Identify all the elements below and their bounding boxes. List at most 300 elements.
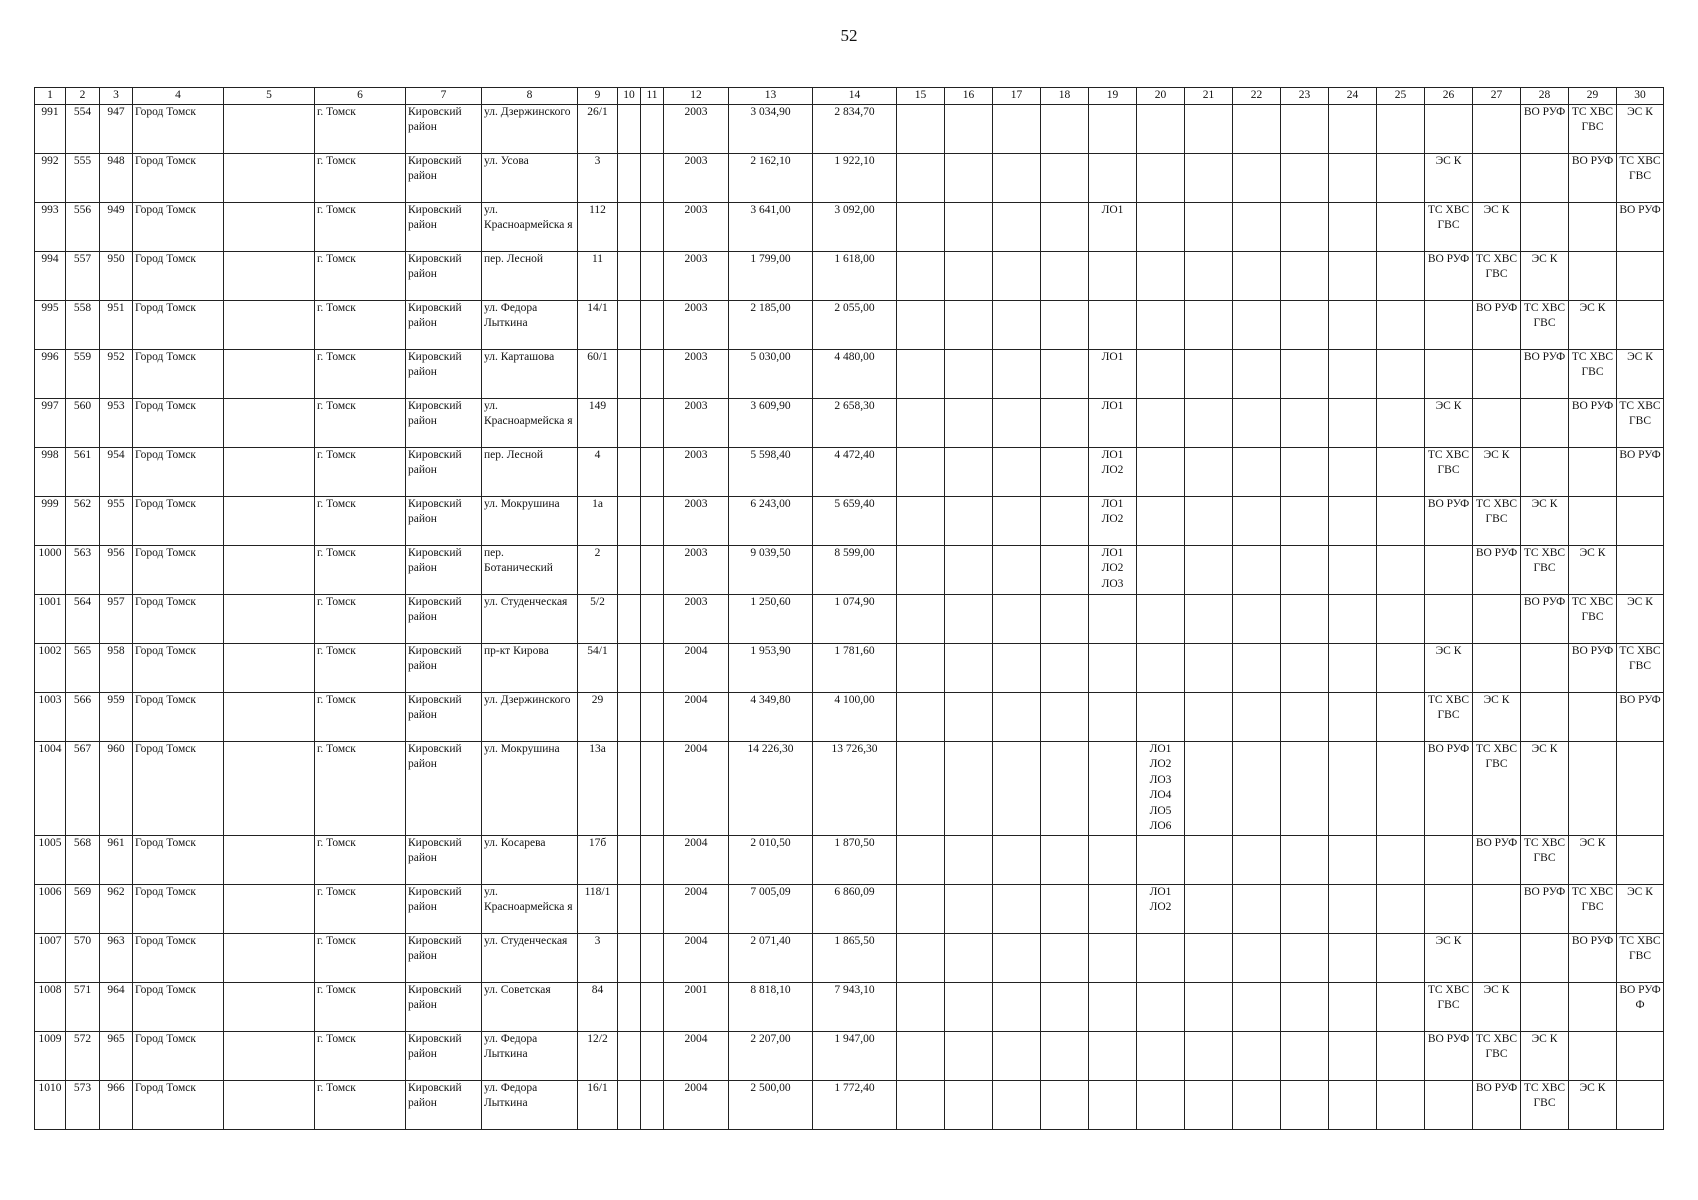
cell-col-28: ЭС К [1521, 496, 1569, 545]
cell-col-19 [1089, 884, 1137, 933]
cell-col-10 [618, 251, 641, 300]
cell-col-27: ВО РУФ [1473, 835, 1521, 884]
cell-col-24 [1329, 643, 1377, 692]
cell-col-25 [1377, 643, 1425, 692]
cell-col-20 [1137, 1080, 1185, 1129]
cell-col-23 [1281, 643, 1329, 692]
cell-col-21 [1185, 1031, 1233, 1080]
cell-col-15 [897, 741, 945, 835]
cell-col-16 [945, 1080, 993, 1129]
cell-col-23 [1281, 594, 1329, 643]
cell-col-16 [945, 202, 993, 251]
cell-col-26 [1425, 1080, 1473, 1129]
cell-col-22 [1233, 496, 1281, 545]
cell-col-25 [1377, 1031, 1425, 1080]
cell-col-17 [993, 692, 1041, 741]
cell-col-11 [641, 153, 664, 202]
cell-col-30 [1617, 1080, 1664, 1129]
cell-col-19 [1089, 692, 1137, 741]
cell-col-30 [1617, 1031, 1664, 1080]
cell-col-19: ЛО1 ЛО2 [1089, 447, 1137, 496]
cell-col-9: 12/2 [578, 1031, 618, 1080]
column-header-27: 27 [1473, 88, 1521, 105]
cell-col-11 [641, 982, 664, 1031]
cell-col-27: ТС ХВС ГВС [1473, 496, 1521, 545]
column-header-10: 10 [618, 88, 641, 105]
column-header-23: 23 [1281, 88, 1329, 105]
cell-col-15 [897, 153, 945, 202]
cell-col-19 [1089, 300, 1137, 349]
cell-col-7: Кировский район [406, 692, 482, 741]
column-header-20: 20 [1137, 88, 1185, 105]
cell-col-21 [1185, 982, 1233, 1031]
cell-col-5 [224, 692, 315, 741]
cell-col-25 [1377, 692, 1425, 741]
cell-col-27: ВО РУФ [1473, 545, 1521, 594]
cell-col-18 [1041, 202, 1089, 251]
column-header-2: 2 [66, 88, 100, 105]
cell-col-29: ВО РУФ [1569, 933, 1617, 982]
cell-col-25 [1377, 545, 1425, 594]
cell-col-1: 1004 [35, 741, 66, 835]
cell-col-15 [897, 251, 945, 300]
cell-col-10 [618, 1080, 641, 1129]
column-header-17: 17 [993, 88, 1041, 105]
cell-col-6: г. Томск [315, 496, 406, 545]
column-header-28: 28 [1521, 88, 1569, 105]
cell-col-22 [1233, 692, 1281, 741]
cell-col-8: ул. Косарева [482, 835, 578, 884]
column-header-12: 12 [664, 88, 729, 105]
cell-col-2: 572 [66, 1031, 100, 1080]
cell-col-17 [993, 741, 1041, 835]
cell-col-10 [618, 692, 641, 741]
cell-col-7: Кировский район [406, 835, 482, 884]
cell-col-7: Кировский район [406, 982, 482, 1031]
cell-col-30 [1617, 741, 1664, 835]
cell-col-11 [641, 202, 664, 251]
cell-col-12: 2003 [664, 594, 729, 643]
cell-col-7: Кировский район [406, 104, 482, 153]
cell-col-11 [641, 496, 664, 545]
cell-col-10 [618, 545, 641, 594]
cell-col-18 [1041, 153, 1089, 202]
cell-col-9: 60/1 [578, 349, 618, 398]
table-header [35, 88, 1664, 105]
cell-col-1: 1006 [35, 884, 66, 933]
cell-col-7: Кировский район [406, 153, 482, 202]
cell-col-12: 2004 [664, 1080, 729, 1129]
cell-col-29 [1569, 496, 1617, 545]
cell-col-13: 2 500,00 [729, 1080, 813, 1129]
cell-col-30: ТС ХВС ГВС [1617, 643, 1664, 692]
cell-col-6: г. Томск [315, 741, 406, 835]
cell-col-24 [1329, 741, 1377, 835]
cell-col-1: 1000 [35, 545, 66, 594]
cell-col-13: 1 250,60 [729, 594, 813, 643]
cell-col-12: 2003 [664, 398, 729, 447]
cell-col-5 [224, 202, 315, 251]
cell-col-7: Кировский район [406, 884, 482, 933]
cell-col-17 [993, 982, 1041, 1031]
cell-col-1: 1009 [35, 1031, 66, 1080]
cell-col-21 [1185, 594, 1233, 643]
cell-col-10 [618, 349, 641, 398]
cell-col-23 [1281, 300, 1329, 349]
header-row [35, 88, 1664, 105]
cell-col-5 [224, 251, 315, 300]
cell-col-25 [1377, 398, 1425, 447]
cell-col-9: 54/1 [578, 643, 618, 692]
cell-col-3: 963 [100, 933, 133, 982]
cell-col-20 [1137, 594, 1185, 643]
cell-col-18 [1041, 594, 1089, 643]
cell-col-20 [1137, 447, 1185, 496]
cell-col-12: 2003 [664, 447, 729, 496]
cell-col-17 [993, 643, 1041, 692]
cell-col-1: 996 [35, 349, 66, 398]
cell-col-27 [1473, 153, 1521, 202]
cell-col-2: 566 [66, 692, 100, 741]
cell-col-14: 4 472,40 [813, 447, 897, 496]
column-header-18: 18 [1041, 88, 1089, 105]
cell-col-29: ЭС К [1569, 545, 1617, 594]
cell-col-29 [1569, 741, 1617, 835]
cell-col-22 [1233, 1080, 1281, 1129]
cell-col-23 [1281, 104, 1329, 153]
cell-col-13: 2 162,10 [729, 153, 813, 202]
table-row [35, 933, 1664, 982]
cell-col-17 [993, 104, 1041, 153]
cell-col-1: 994 [35, 251, 66, 300]
cell-col-3: 947 [100, 104, 133, 153]
cell-col-14: 5 659,40 [813, 496, 897, 545]
cell-col-4: Город Томск [133, 933, 224, 982]
cell-col-22 [1233, 933, 1281, 982]
cell-col-13: 3 609,90 [729, 398, 813, 447]
cell-col-1: 1003 [35, 692, 66, 741]
cell-col-14: 4 480,00 [813, 349, 897, 398]
cell-col-29: ЭС К [1569, 835, 1617, 884]
column-header-14: 14 [813, 88, 897, 105]
cell-col-22 [1233, 982, 1281, 1031]
cell-col-25 [1377, 251, 1425, 300]
cell-col-14: 3 092,00 [813, 202, 897, 251]
cell-col-25 [1377, 349, 1425, 398]
cell-col-29: ЭС К [1569, 1080, 1617, 1129]
cell-col-19: ЛО1 [1089, 398, 1137, 447]
cell-col-19 [1089, 933, 1137, 982]
cell-col-8: ул. Студенческая [482, 933, 578, 982]
cell-col-24 [1329, 202, 1377, 251]
cell-col-11 [641, 1031, 664, 1080]
cell-col-21 [1185, 496, 1233, 545]
cell-col-13: 5 598,40 [729, 447, 813, 496]
cell-col-12: 2004 [664, 835, 729, 884]
cell-col-28: ТС ХВС ГВС [1521, 300, 1569, 349]
cell-col-7: Кировский район [406, 933, 482, 982]
cell-col-5 [224, 300, 315, 349]
cell-col-30: ЭС К [1617, 349, 1664, 398]
cell-col-21 [1185, 643, 1233, 692]
cell-col-5 [224, 447, 315, 496]
cell-col-23 [1281, 1080, 1329, 1129]
cell-col-24 [1329, 1031, 1377, 1080]
cell-col-19 [1089, 643, 1137, 692]
cell-col-15 [897, 933, 945, 982]
cell-col-30: ТС ХВС ГВС [1617, 933, 1664, 982]
column-header-21: 21 [1185, 88, 1233, 105]
cell-col-23 [1281, 545, 1329, 594]
cell-col-20: ЛО1 ЛО2 [1137, 884, 1185, 933]
cell-col-15 [897, 692, 945, 741]
cell-col-26: ВО РУФ [1425, 1031, 1473, 1080]
cell-col-23 [1281, 884, 1329, 933]
cell-col-28: ЭС К [1521, 1031, 1569, 1080]
cell-col-29: ТС ХВС ГВС [1569, 884, 1617, 933]
column-header-1: 1 [35, 88, 66, 105]
cell-col-9: 149 [578, 398, 618, 447]
cell-col-6: г. Томск [315, 300, 406, 349]
cell-col-23 [1281, 447, 1329, 496]
cell-col-12: 2004 [664, 933, 729, 982]
cell-col-18 [1041, 349, 1089, 398]
cell-col-25 [1377, 933, 1425, 982]
cell-col-16 [945, 545, 993, 594]
table-body [35, 104, 1664, 1129]
cell-col-28 [1521, 202, 1569, 251]
cell-col-18 [1041, 1080, 1089, 1129]
cell-col-27: ЭС К [1473, 447, 1521, 496]
cell-col-3: 966 [100, 1080, 133, 1129]
cell-col-21 [1185, 835, 1233, 884]
cell-col-4: Город Томск [133, 300, 224, 349]
cell-col-23 [1281, 153, 1329, 202]
cell-col-18 [1041, 884, 1089, 933]
cell-col-7: Кировский район [406, 643, 482, 692]
cell-col-16 [945, 300, 993, 349]
cell-col-14: 1 922,10 [813, 153, 897, 202]
column-header-25: 25 [1377, 88, 1425, 105]
cell-col-14: 2 658,30 [813, 398, 897, 447]
cell-col-28: ТС ХВС ГВС [1521, 1080, 1569, 1129]
cell-col-22 [1233, 447, 1281, 496]
cell-col-13: 14 226,30 [729, 741, 813, 835]
cell-col-3: 957 [100, 594, 133, 643]
cell-col-20 [1137, 153, 1185, 202]
cell-col-10 [618, 741, 641, 835]
cell-col-2: 565 [66, 643, 100, 692]
cell-col-4: Город Томск [133, 884, 224, 933]
cell-col-14: 6 860,09 [813, 884, 897, 933]
cell-col-5 [224, 1031, 315, 1080]
cell-col-2: 564 [66, 594, 100, 643]
cell-col-4: Город Томск [133, 349, 224, 398]
column-header-11: 11 [641, 88, 664, 105]
cell-col-21 [1185, 398, 1233, 447]
cell-col-4: Город Томск [133, 251, 224, 300]
cell-col-20 [1137, 933, 1185, 982]
cell-col-8: ул. Федора Лыткина [482, 1031, 578, 1080]
cell-col-16 [945, 153, 993, 202]
cell-col-10 [618, 982, 641, 1031]
cell-col-5 [224, 398, 315, 447]
table-row [35, 884, 1664, 933]
cell-col-22 [1233, 1031, 1281, 1080]
cell-col-7: Кировский район [406, 1080, 482, 1129]
cell-col-14: 1 074,90 [813, 594, 897, 643]
cell-col-26 [1425, 300, 1473, 349]
cell-col-1: 1010 [35, 1080, 66, 1129]
cell-col-7: Кировский район [406, 300, 482, 349]
table-row [35, 153, 1664, 202]
cell-col-23 [1281, 1031, 1329, 1080]
cell-col-12: 2004 [664, 1031, 729, 1080]
cell-col-4: Город Томск [133, 398, 224, 447]
cell-col-5 [224, 884, 315, 933]
cell-col-7: Кировский район [406, 447, 482, 496]
cell-col-16 [945, 643, 993, 692]
cell-col-12: 2004 [664, 741, 729, 835]
cell-col-15 [897, 594, 945, 643]
cell-col-22 [1233, 741, 1281, 835]
cell-col-6: г. Томск [315, 349, 406, 398]
cell-col-26: ЭС К [1425, 933, 1473, 982]
cell-col-19 [1089, 251, 1137, 300]
cell-col-19: ЛО1 [1089, 202, 1137, 251]
cell-col-19 [1089, 594, 1137, 643]
cell-col-5 [224, 741, 315, 835]
cell-col-2: 558 [66, 300, 100, 349]
cell-col-2: 562 [66, 496, 100, 545]
cell-col-13: 4 349,80 [729, 692, 813, 741]
cell-col-25 [1377, 594, 1425, 643]
cell-col-1: 991 [35, 104, 66, 153]
cell-col-10 [618, 496, 641, 545]
cell-col-10 [618, 933, 641, 982]
cell-col-18 [1041, 300, 1089, 349]
cell-col-14: 2 055,00 [813, 300, 897, 349]
cell-col-16 [945, 884, 993, 933]
cell-col-13: 3 034,90 [729, 104, 813, 153]
cell-col-18 [1041, 692, 1089, 741]
cell-col-2: 560 [66, 398, 100, 447]
cell-col-11 [641, 1080, 664, 1129]
cell-col-15 [897, 982, 945, 1031]
cell-col-14: 1 772,40 [813, 1080, 897, 1129]
table-row [35, 104, 1664, 153]
column-header-6: 6 [315, 88, 406, 105]
cell-col-24 [1329, 447, 1377, 496]
cell-col-27: ТС ХВС ГВС [1473, 741, 1521, 835]
cell-col-5 [224, 1080, 315, 1129]
cell-col-27 [1473, 594, 1521, 643]
cell-col-26: ТС ХВС ГВС [1425, 202, 1473, 251]
cell-col-7: Кировский район [406, 594, 482, 643]
cell-col-26 [1425, 349, 1473, 398]
cell-col-1: 1001 [35, 594, 66, 643]
cell-col-24 [1329, 300, 1377, 349]
cell-col-12: 2003 [664, 153, 729, 202]
cell-col-20 [1137, 835, 1185, 884]
cell-col-11 [641, 692, 664, 741]
cell-col-4: Город Томск [133, 982, 224, 1031]
cell-col-4: Город Томск [133, 643, 224, 692]
cell-col-6: г. Томск [315, 982, 406, 1031]
cell-col-13: 8 818,10 [729, 982, 813, 1031]
table-row [35, 398, 1664, 447]
cell-col-18 [1041, 643, 1089, 692]
cell-col-23 [1281, 741, 1329, 835]
cell-col-7: Кировский район [406, 1031, 482, 1080]
cell-col-23 [1281, 496, 1329, 545]
cell-col-11 [641, 933, 664, 982]
cell-col-17 [993, 202, 1041, 251]
cell-col-20 [1137, 692, 1185, 741]
cell-col-21 [1185, 884, 1233, 933]
cell-col-11 [641, 251, 664, 300]
cell-col-1: 1005 [35, 835, 66, 884]
cell-col-29: ВО РУФ [1569, 398, 1617, 447]
cell-col-9: 16/1 [578, 1080, 618, 1129]
cell-col-3: 956 [100, 545, 133, 594]
column-header-5: 5 [224, 88, 315, 105]
cell-col-8: ул. Федора Лыткина [482, 1080, 578, 1129]
cell-col-29: ТС ХВС ГВС [1569, 349, 1617, 398]
cell-col-11 [641, 447, 664, 496]
cell-col-13: 5 030,00 [729, 349, 813, 398]
cell-col-15 [897, 835, 945, 884]
cell-col-18 [1041, 398, 1089, 447]
cell-col-16 [945, 933, 993, 982]
cell-col-13: 2 071,40 [729, 933, 813, 982]
cell-col-17 [993, 1080, 1041, 1129]
cell-col-6: г. Томск [315, 1080, 406, 1129]
cell-col-2: 573 [66, 1080, 100, 1129]
cell-col-4: Город Томск [133, 1080, 224, 1129]
cell-col-26: ЭС К [1425, 643, 1473, 692]
cell-col-22 [1233, 643, 1281, 692]
cell-col-10 [618, 594, 641, 643]
cell-col-16 [945, 692, 993, 741]
cell-col-14: 1 781,60 [813, 643, 897, 692]
cell-col-17 [993, 1031, 1041, 1080]
page-number: 52 [840, 26, 858, 45]
cell-col-6: г. Томск [315, 153, 406, 202]
cell-col-18 [1041, 1031, 1089, 1080]
cell-col-11 [641, 349, 664, 398]
cell-col-15 [897, 300, 945, 349]
cell-col-7: Кировский район [406, 741, 482, 835]
cell-col-24 [1329, 251, 1377, 300]
cell-col-14: 1 865,50 [813, 933, 897, 982]
cell-col-13: 2 010,50 [729, 835, 813, 884]
cell-col-22 [1233, 884, 1281, 933]
cell-col-8: ул. Студенческая [482, 594, 578, 643]
cell-col-26 [1425, 545, 1473, 594]
cell-col-13: 2 207,00 [729, 1031, 813, 1080]
cell-col-21 [1185, 349, 1233, 398]
cell-col-2: 555 [66, 153, 100, 202]
cell-col-11 [641, 594, 664, 643]
cell-col-27: ЭС К [1473, 692, 1521, 741]
cell-col-16 [945, 398, 993, 447]
cell-col-8: ул. Красноармейска я [482, 202, 578, 251]
cell-col-8: ул. Дзержинского [482, 692, 578, 741]
cell-col-21 [1185, 300, 1233, 349]
cell-col-23 [1281, 982, 1329, 1031]
cell-col-1: 992 [35, 153, 66, 202]
